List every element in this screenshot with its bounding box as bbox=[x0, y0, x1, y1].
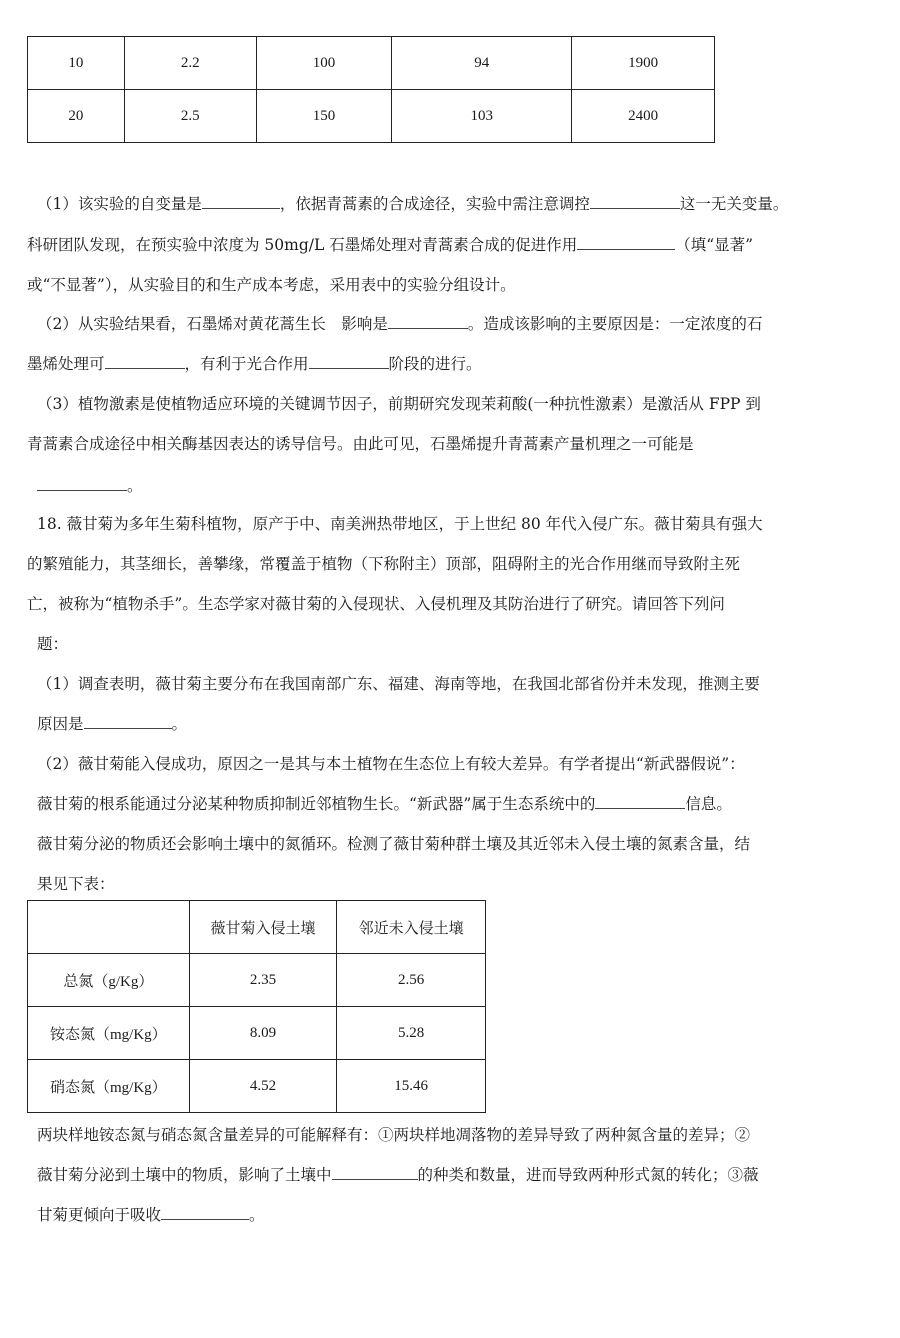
experiment-table-fragment bbox=[27, 36, 715, 143]
table-cell: 100 bbox=[256, 37, 392, 90]
answer-blank[interactable] bbox=[202, 194, 280, 209]
table-cell: 20 bbox=[28, 90, 125, 143]
q17-part1-line3: 或“不显著”），从实验目的和生产成本考虑，采用表中的实验分组设计。 bbox=[27, 276, 516, 294]
q17-part1-line2: 科研团队发现，在预实验中浓度为 50mg/L 石墨烯处理对青蒿素合成的促进作用 （填“显著” bbox=[27, 236, 754, 254]
q17-part2-line2: 墨烯处理可 ，有利于光合作用 阶段的进行。 bbox=[27, 355, 482, 373]
table-row bbox=[28, 1007, 486, 1060]
answer-blank[interactable] bbox=[105, 354, 185, 369]
table-header-cell: 邻近未入侵土壤 bbox=[337, 901, 486, 954]
table-cell: 2.56 bbox=[337, 954, 486, 1007]
q18-intro-line2: 的繁殖能力，其茎细长，善攀缘，常覆盖于植物（下称附主）顶部，阻碍附主的光合作用继而导致附主死 bbox=[27, 555, 741, 573]
q17-part3-line2: 青蒿素合成途径中相关酶基因表达的诱导信号。由此可见，石墨烯提升青蒿素产量机理之一可能是 bbox=[27, 435, 694, 453]
table-header-cell bbox=[28, 901, 190, 954]
q17-part3-line1: （3）植物激素是使植物适应环境的关键调节因子，前期研究发现茉莉酸(一种抗性激素）是激活从 FPP 到 bbox=[37, 395, 761, 413]
table-cell: 150 bbox=[256, 90, 392, 143]
table-cell: 94 bbox=[392, 37, 572, 90]
table-cell: 8.09 bbox=[189, 1007, 337, 1060]
table-cell: 5.28 bbox=[337, 1007, 486, 1060]
q18-part1-line1: （1）调查表明，薇甘菊主要分布在我国南部广东、福建、海南等地，在我国北部省份并未发现，推测主要 bbox=[37, 675, 760, 693]
table-header-cell: 薇甘菊入侵土壤 bbox=[189, 901, 337, 954]
q18-part2-line1: （2）薇甘菊能入侵成功，原因之一是其与本土植物在生态位上有较大差异。有学者提出“新武器假说”： bbox=[37, 755, 745, 773]
q18-part1-line2: 原因是 。 bbox=[37, 715, 188, 733]
table-row bbox=[28, 90, 715, 143]
table-cell: 10 bbox=[28, 37, 125, 90]
q18-explanation-line1: 两块样地铵态氮与硝态氮含量差异的可能解释有：①两块样地凋落物的差异导致了两种氮含量的差异；② bbox=[37, 1126, 751, 1144]
table-header-row bbox=[28, 901, 486, 954]
q17-part1-line1: （1）该实验的自变量是 ，依据青蒿素的合成途径，实验中需注意调控 这一无关变量。 bbox=[37, 195, 789, 213]
table-cell: 15.46 bbox=[337, 1060, 486, 1113]
table-cell: 1900 bbox=[572, 37, 715, 90]
answer-blank[interactable] bbox=[84, 714, 172, 729]
table-cell: 2400 bbox=[572, 90, 715, 143]
answer-blank[interactable] bbox=[37, 476, 127, 491]
nitrogen-table bbox=[27, 900, 486, 1113]
table-cell: 103 bbox=[392, 90, 572, 143]
table-cell: 硝态氮（mg/Kg） bbox=[28, 1060, 190, 1113]
answer-blank[interactable] bbox=[309, 354, 389, 369]
table-cell: 2.35 bbox=[189, 954, 337, 1007]
q18-part2-line2: 薇甘菊的根系能通过分泌某种物质抑制近邻植物生长。“新武器”属于生态系统中的 信息。 bbox=[37, 795, 732, 813]
q18-intro-line3: 亡，被称为“植物杀手”。生态学家对薇甘菊的入侵现状、入侵机理及其防治进行了研究。请回答下列问 bbox=[27, 595, 725, 613]
q17-part3-line3: 。 bbox=[37, 476, 143, 496]
table-cell: 4.52 bbox=[189, 1060, 337, 1113]
answer-blank[interactable] bbox=[388, 314, 468, 329]
q17-part2-line1: （2）从实验结果看，石墨烯对黄花蒿生长 影响是 。造成该影响的主要原因是：一定浓度的石 bbox=[37, 315, 763, 333]
q18-intro-line1: 18. 薇甘菊为多年生菊科植物，原产于中、南美洲热带地区，于上世纪 80 年代入侵广东。薇甘菊具有强大 bbox=[37, 515, 763, 533]
q18-part2-line4: 果见下表： bbox=[37, 875, 115, 893]
table-row bbox=[28, 954, 486, 1007]
answer-blank[interactable] bbox=[332, 1165, 418, 1180]
answer-blank[interactable] bbox=[595, 794, 685, 809]
table-cell: 2.5 bbox=[124, 90, 256, 143]
q18-explanation-line3: 甘菊更倾向于吸收 。 bbox=[37, 1206, 265, 1224]
table-row bbox=[28, 37, 715, 90]
q18-intro-line4: 题： bbox=[37, 635, 69, 653]
table-cell: 总氮（g/Kg） bbox=[28, 954, 190, 1007]
answer-blank[interactable] bbox=[590, 194, 680, 209]
q18-explanation-line2: 薇甘菊分泌到土壤中的物质，影响了土壤中 的种类和数量，进而导致两种形式氮的转化；③薇 bbox=[37, 1166, 759, 1184]
answer-blank[interactable] bbox=[161, 1205, 249, 1220]
table-cell: 铵态氮（mg/Kg） bbox=[28, 1007, 190, 1060]
table-cell: 2.2 bbox=[124, 37, 256, 90]
q18-part2-line3: 薇甘菊分泌的物质还会影响土壤中的氮循环。检测了薇甘菊种群土壤及其近邻未入侵土壤的氮素含量，结 bbox=[37, 835, 751, 853]
table-row bbox=[28, 1060, 486, 1113]
answer-blank[interactable] bbox=[577, 235, 675, 250]
